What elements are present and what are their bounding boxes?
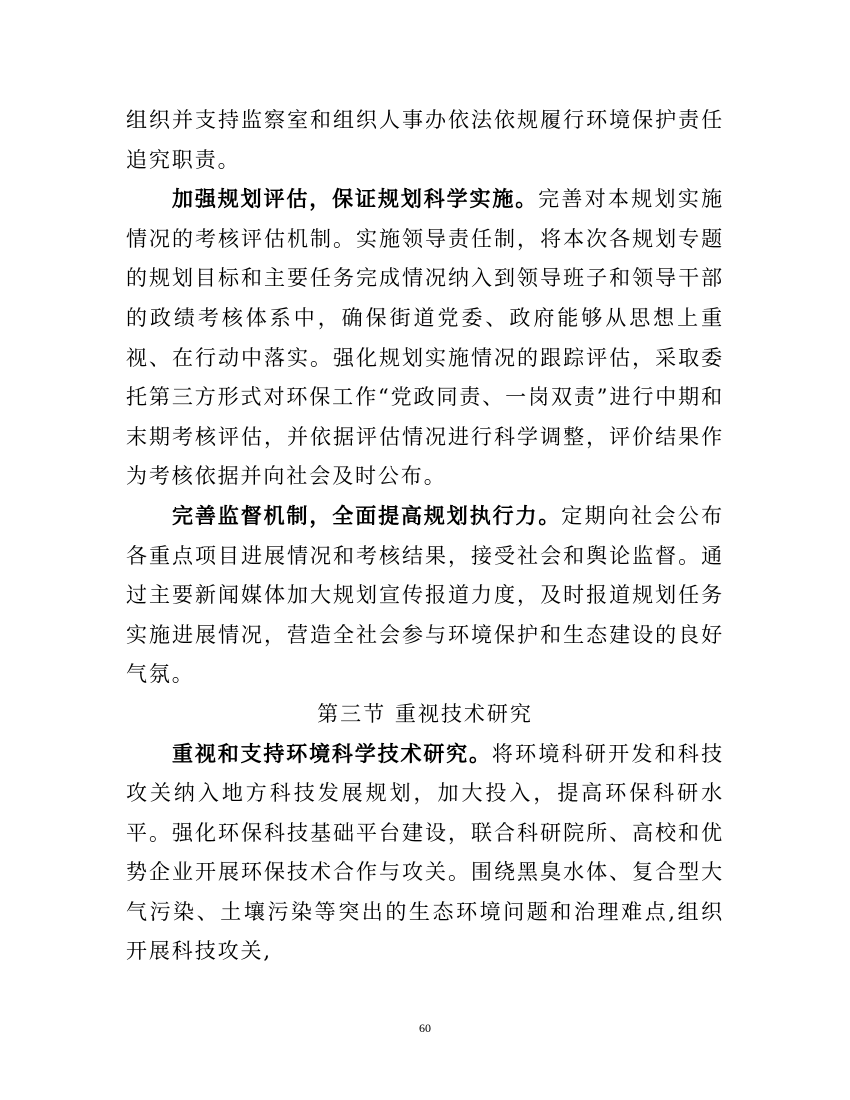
paragraph-lead: 完善监督机制，全面提高规划执行力。 (172, 503, 562, 528)
paragraph-text: 组织并支持监察室和组织人事办依法依规履行环境保护责任追究职责。 (126, 108, 724, 172)
paragraph-lead: 重视和支持环境科学技术研究。 (172, 741, 492, 766)
page-number: 60 (419, 1021, 431, 1035)
section-heading: 第三节 重视技术研究 (317, 701, 533, 726)
paragraph-planning-evaluation (126, 180, 724, 497)
paragraph-supervision-mechanism (126, 497, 724, 695)
paragraph-text: 完善对本规划实施情况的考核评估机制。实施领导责任制，将本次各规划专题的规划目标和主要任务完成情况纳入到领导班子和领导干部的政绩考核体系中，确保街道党委、政府能够从思想上重视、在行动中落实。强化规划实施情况的跟踪评估，采取委托第三方形式对环保工作“党政同责、一岗双责”进行中期和末期考核评估，并依据评估情况进行科学调整，评价结果作为考核依据并向社会及时公布。 (126, 187, 725, 489)
paragraph-lead: 加强规划评估，保证规划科学实施。 (172, 187, 539, 212)
paragraph-text: 定期向社会公布各重点项目进展情况和考核结果，接受社会和舆论监督。通过主要新闻媒体加大规划宣传报道力度，及时报道规划任务实施进展情况，营造全社会参与环境保护和生态建设的良好气氛。 (126, 503, 724, 687)
page-content (126, 101, 724, 972)
paragraph-text: 将环境科研开发和科技攻关纳入地方科技发展规划，加大投入，提高环保科研水平。强化环保科技基础平台建设，联合科研院所、高校和优势企业开展环保技术合作与攻关。围绕黑臭水体、复合型大气污染、土壤污染等突出的生态环境问题和治理难点,组织开展科技攻关, (126, 741, 725, 964)
paragraph-continuation (126, 101, 724, 180)
paragraph-technology-research (126, 735, 724, 973)
